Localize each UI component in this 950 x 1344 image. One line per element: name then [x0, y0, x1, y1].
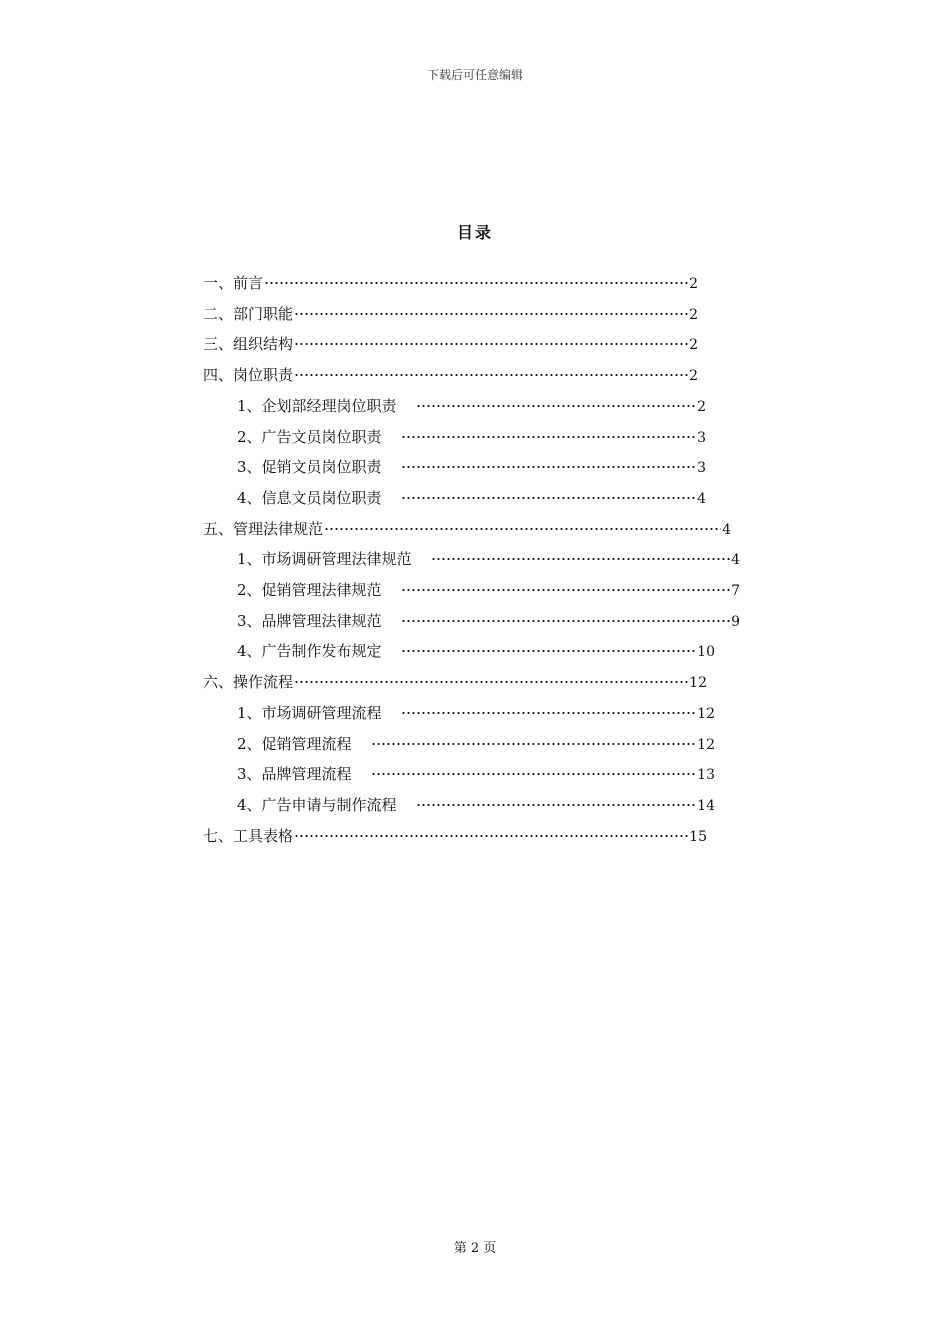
toc-entry-label: 4、广告制作发布规定	[237, 642, 382, 660]
toc-entry-page: 12	[689, 675, 707, 691]
toc-entry-page: 2	[689, 337, 698, 353]
toc-entry-page: 3	[697, 460, 706, 476]
toc-entry-page: 7	[731, 583, 740, 599]
toc-leader-dots	[264, 266, 688, 288]
toc-entry[interactable]	[203, 819, 707, 845]
toc-entry-label: 1、企划部经理岗位职责	[237, 397, 397, 415]
toc-entry[interactable]	[203, 266, 698, 292]
toc-entry[interactable]	[237, 481, 706, 507]
toc-leader-dots	[294, 819, 688, 841]
toc-entry-label: 2、广告文员岗位职责	[237, 428, 382, 446]
toc-leader-dots	[294, 665, 688, 687]
toc-entry-page: 4	[731, 552, 740, 568]
toc-entry-label: 3、品牌管理流程	[237, 765, 352, 783]
toc-entry-page: 12	[697, 706, 715, 722]
toc-entry[interactable]	[203, 665, 707, 691]
toc-entry-label: 七、工具表格	[203, 827, 294, 845]
toc-entry-label: 六、操作流程	[203, 673, 294, 691]
header-note: 下载后可任意编辑	[426, 68, 523, 82]
toc-leader-dots	[416, 788, 697, 810]
toc-leader-dots	[294, 327, 688, 349]
toc-entry-page: 14	[697, 798, 715, 814]
table-of-contents	[0, 266, 950, 846]
toc-leader-dots	[401, 604, 731, 626]
toc-entry[interactable]	[237, 573, 740, 599]
toc-entry-page: 9	[731, 614, 740, 630]
toc-entry[interactable]	[237, 604, 740, 630]
toc-leader-dots	[401, 696, 697, 718]
toc-entry-label: 一、前言	[203, 274, 264, 292]
toc-entry[interactable]	[237, 450, 706, 476]
toc-leader-dots	[416, 389, 697, 411]
toc-leader-dots	[401, 481, 697, 503]
toc-entry-page: 4	[697, 491, 706, 507]
toc-entry[interactable]	[203, 358, 698, 384]
toc-leader-dots	[401, 573, 731, 595]
toc-entry[interactable]	[237, 542, 740, 568]
toc-entry-page: 2	[697, 399, 706, 415]
toc-entry-label: 2、促销管理法律规范	[237, 581, 382, 599]
toc-entry[interactable]	[203, 512, 731, 538]
toc-entry-label: 4、广告申请与制作流程	[237, 796, 397, 814]
toc-entry-page: 10	[697, 644, 715, 660]
toc-entry[interactable]	[203, 297, 698, 323]
toc-leader-dots	[401, 420, 697, 442]
toc-entry[interactable]	[237, 389, 706, 415]
toc-entry-page: 12	[697, 737, 715, 753]
toc-entry[interactable]	[237, 696, 715, 722]
toc-entry[interactable]	[237, 757, 715, 783]
toc-leader-dots	[401, 634, 697, 656]
toc-leader-dots	[401, 450, 697, 472]
toc-entry-page: 13	[697, 767, 715, 783]
toc-entry[interactable]	[237, 727, 715, 753]
toc-entry-label: 2、促销管理流程	[237, 735, 352, 753]
toc-entry-page: 15	[689, 829, 707, 845]
toc-entry-label: 三、组织结构	[203, 335, 294, 353]
toc-leader-dots	[371, 757, 697, 779]
toc-entry-page: 2	[689, 276, 698, 292]
toc-leader-dots	[294, 297, 688, 319]
toc-entry[interactable]	[203, 327, 698, 353]
toc-entry-label: 四、岗位职责	[203, 366, 294, 384]
toc-entry-label: 4、信息文员岗位职责	[237, 489, 382, 507]
toc-leader-dots	[371, 727, 697, 749]
toc-entry-label: 1、市场调研管理法律规范	[237, 550, 412, 568]
toc-entry[interactable]	[237, 788, 715, 814]
toc-entry-page: 2	[689, 368, 698, 384]
toc-entry-page: 4	[722, 522, 731, 538]
toc-entry-label: 1、市场调研管理流程	[237, 704, 382, 722]
toc-leader-dots	[294, 358, 688, 380]
toc-entry-page: 2	[689, 307, 698, 323]
toc-entry-label: 3、品牌管理法律规范	[237, 612, 382, 630]
toc-entry[interactable]	[237, 634, 715, 660]
toc-entry-label: 五、管理法律规范	[203, 520, 324, 538]
toc-title: 目录	[456, 223, 493, 242]
toc-leader-dots	[431, 542, 731, 564]
toc-entry-label: 二、部门职能	[203, 305, 294, 323]
toc-entry-page: 3	[697, 430, 706, 446]
page-number: 第 2 页	[453, 1241, 497, 1256]
toc-entry[interactable]	[237, 420, 706, 446]
toc-leader-dots	[324, 512, 721, 534]
toc-entry-label: 3、促销文员岗位职责	[237, 458, 382, 476]
